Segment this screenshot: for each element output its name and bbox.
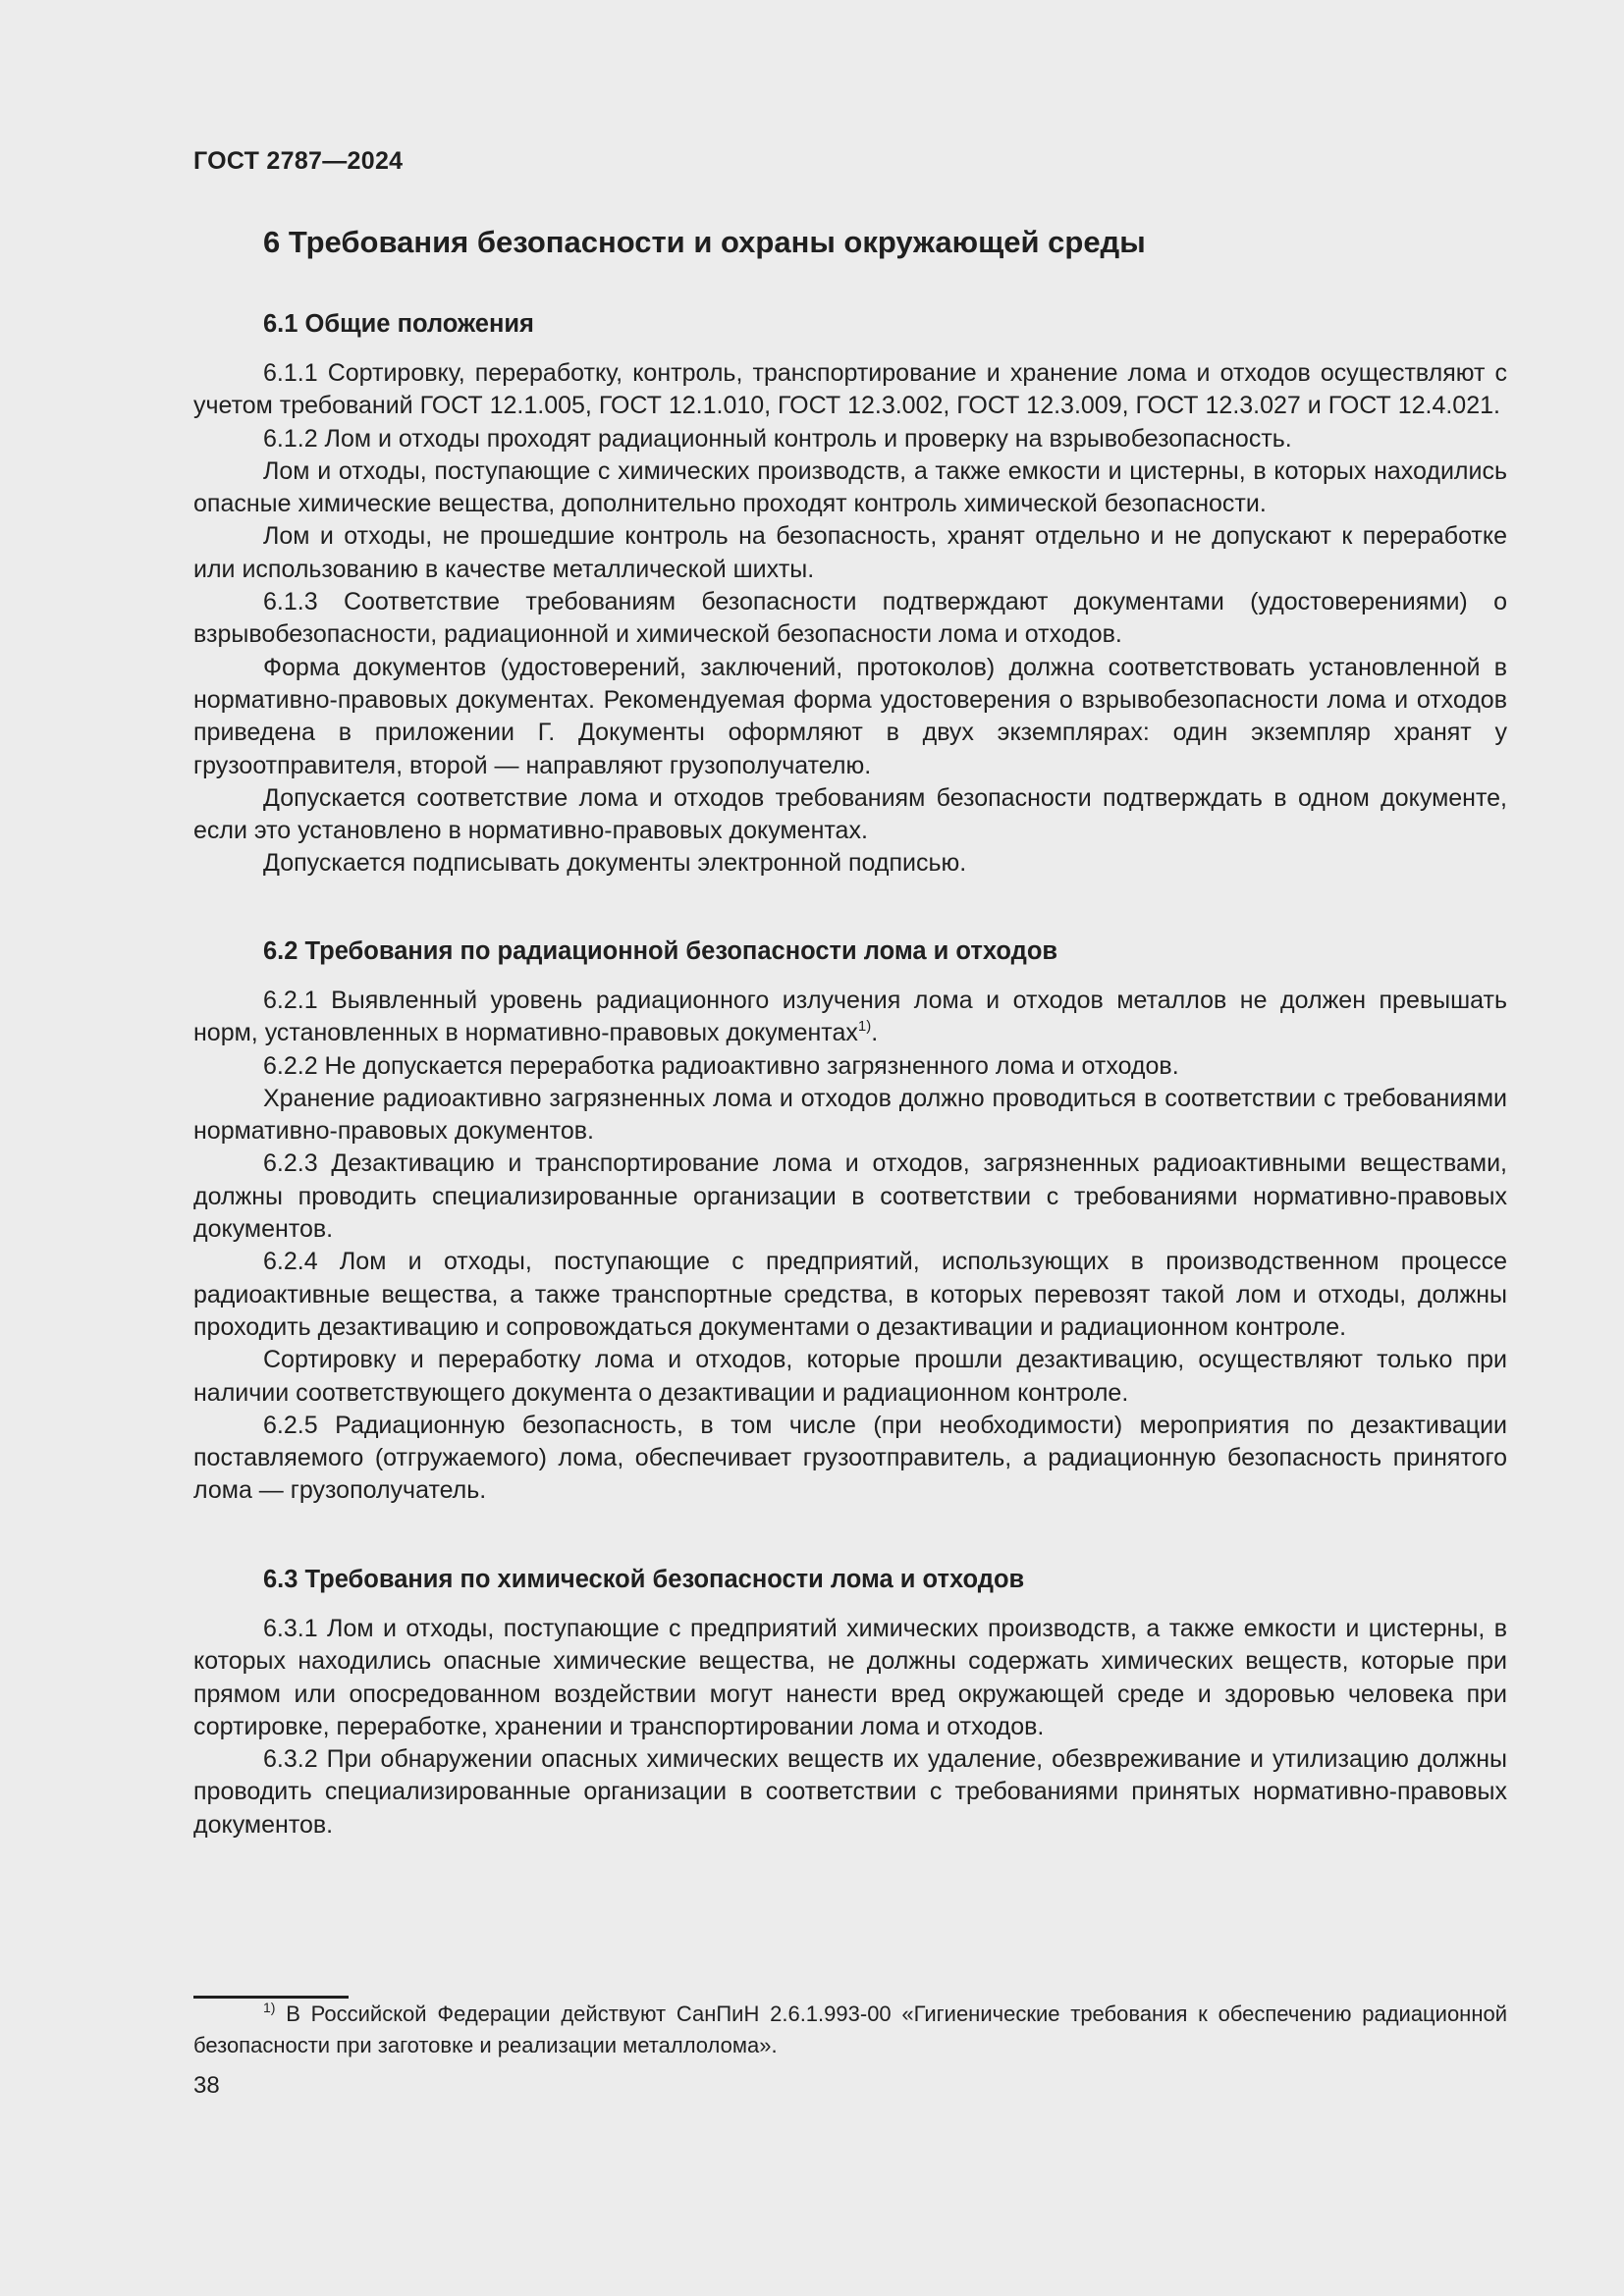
paragraph-6-2-3: 6.2.3 Дезактивацию и транспортирование лома и отходов, загрязненных радиоактивными веществами, должны проводить специализированные организации в соответствии с требованиями нормативно-правовых документов. [193,1149,1507,1244]
footnote-text [193,1999,1507,2061]
subsection-title-6-3: 6.3 Требования по химической безопасности лома и отходов [263,1566,1025,1593]
paragraph-6-1-2-chemical: Лом и отходы, поступающие с химических производств, а также емкости и цистерны, в которых находились опасные химические вещества, дополнительно проходят контроль химической безопасности. [193,456,1507,518]
paragraph-6-3-1: 6.3.1 Лом и отходы, поступающие с предприятий химических производств, а также емкости и цистерны, в которых находились опасные химические вещества, не должны содержать химических веществ, которые при прямом или опосредованном воздействии могут нанести вред окружающей среде и здоровью человека при сортировке, переработке, хранении и транспортировании лома и отходов. [193,1615,1507,1740]
paragraph-6-3-2: 6.3.2 При обнаружении опасных химических веществ их удаление, обезвреживание и утилизацию должны проводить специализированные организации в соответствии с требованиями принятых нормативно-правовых документов. [193,1745,1507,1839]
paragraph-6-2-5: 6.2.5 Радиационную безопасность, в том числе (при необходимости) мероприятия по дезактивации поставляемого (отгружаемого) лома, обеспечивает грузоотправитель, а радиационную безопасность принятого лома — грузополучатель. [193,1411,1507,1505]
paragraph-6-2-4-sorting: Сортировку и переработку лома и отходов, которые прошли дезактивацию, осуществляют только при наличии соответствующего документа о дезактивации и радиационном контроле. [193,1346,1507,1407]
paragraph-6-2-1-text: 6.2.1 Выявленный уровень радиационного излучения лома и отходов металлов не должен превышать норм, установленных в нормативно-правовых документах [193,987,1507,1047]
section-title: 6 Требования безопасности и охраны окружающей среды [263,225,1146,259]
paragraph-6-1-2-storage: Лом и отходы, не прошедшие контроль на безопасность, хранят отдельно и не допускают к переработке или использованию в качестве металлической шихты. [193,522,1507,583]
subsection-body-6-3 [193,1613,1507,1842]
paragraph-6-2-2-storage: Хранение радиоактивно загрязненных лома и отходов должно проводиться в соответствии с требованиями нормативно-правовых документов. [193,1084,1507,1146]
footnote-reference: 1) [857,1018,872,1036]
paragraph-6-2-1 [193,985,1507,1050]
subsection-body-6-2 [193,985,1507,1508]
paragraph-6-1-3-single-document: Допускается соответствие лома и отходов требованиям безопасности подтверждать в одном документе, если это установлено в нормативно-правовых документах. [193,783,1507,845]
document-code-header: ГОСТ 2787—2024 [193,147,404,175]
paragraph-6-1-2: 6.1.2 Лом и отходы проходят радиационный контроль и проверку на взрывобезопасность. [263,424,1292,453]
subsection-title-6-1: 6.1 Общие положения [263,310,534,338]
footnote-body: В Российской Федерации действуют СанПиН 2.6.1.993-00 «Гигиенические требования к обеспечению радиационной безопасности при заготовке и реализации металлолома». [193,2002,1507,2057]
paragraph-6-1-3-forms: Форма документов (удостоверений, заключений, протоколов) должна соответствовать установленной в нормативно-правовых документах. Рекомендуемая форма удостоверения о взрывобезопасности лома и отходов приведена в приложении Г. Документы оформляют в двух экземплярах: один экземпляр хранят у грузоотправителя, второй — направляют грузополучателю. [193,653,1507,779]
paragraph-6-2-1-end: . [871,1019,879,1047]
paragraph-6-2-4: 6.2.4 Лом и отходы, поступающие с предприятий, использующих в производственном процессе радиоактивные вещества, а также транспортные средства, в которых перевозят такой лом и отходы, должны проходить дезактивацию и сопровождаться документами о дезактивации и радиационном контроле. [193,1248,1507,1341]
footnote-mark: 1) [263,2000,276,2015]
paragraph-6-2-2: 6.2.2 Не допускается переработка радиоактивно загрязненного лома и отходов. [263,1051,1179,1080]
page-number: 38 [193,2072,220,2099]
subsection-title-6-2: 6.2 Требования по радиационной безопасности лома и отходов [263,937,1058,965]
paragraph-6-1-1: 6.1.1 Сортировку, переработку, контроль, транспортирование и хранение лома и отходов осуществляют с учетом требований ГОСТ 12.1.005, ГОСТ 12.1.010, ГОСТ 12.3.002, ГОСТ 12.3.009, ГОСТ 12.3.027 и ГОСТ 12.4.021. [193,359,1507,420]
footnote [193,1999,1507,2061]
subsection-body-6-1 [193,357,1507,881]
paragraph-6-1-3: 6.1.3 Соответствие требованиям безопасности подтверждают документами (удостоверениями) о взрывобезопасности, радиационной и химической безопасности лома и отходов. [193,588,1507,649]
paragraph-6-1-3-e-signature: Допускается подписывать документы электронной подписью. [263,849,967,878]
